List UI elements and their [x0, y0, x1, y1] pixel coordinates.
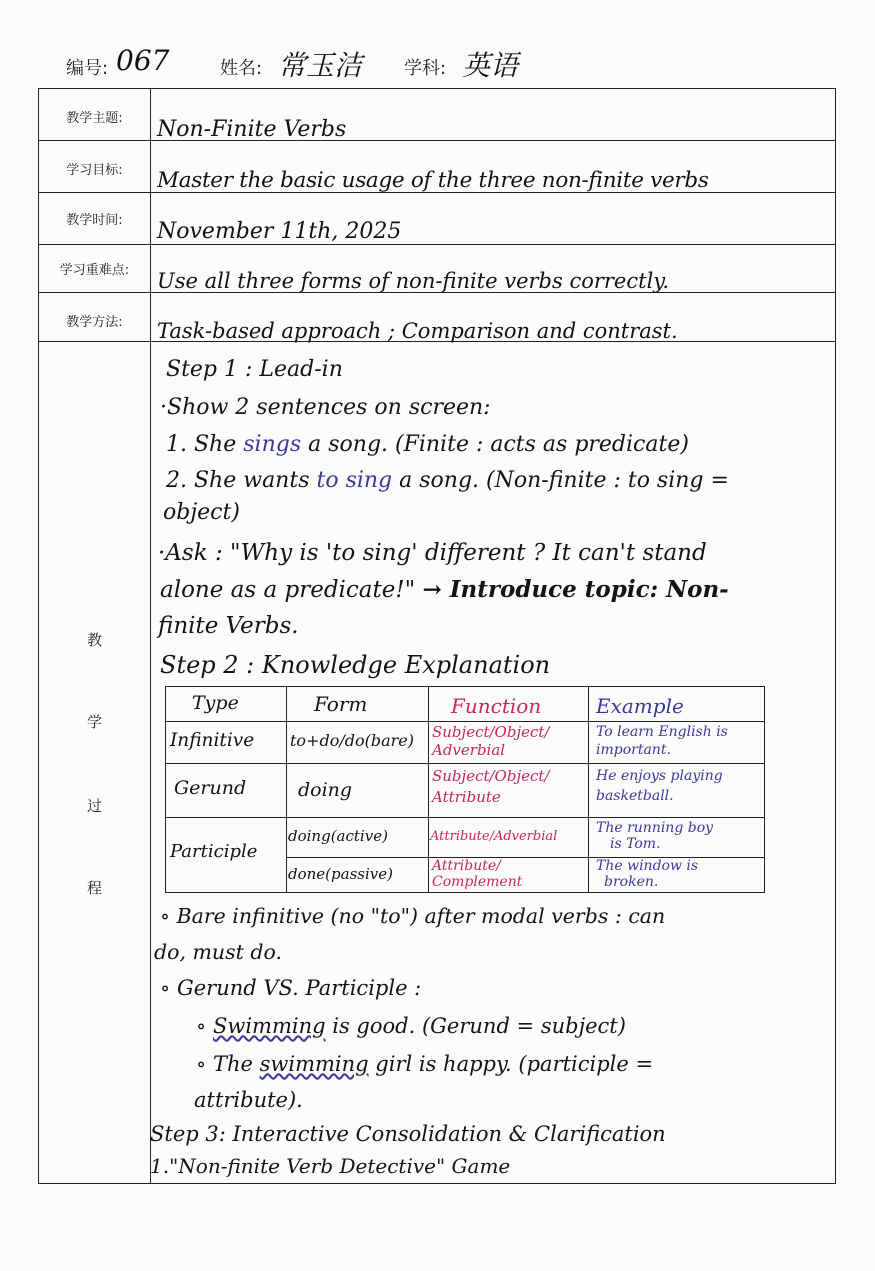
participle-passive-function: Attribute/: [432, 858, 501, 874]
sentence-2-verb: to sing: [316, 468, 393, 493]
process-label-char: 教: [86, 631, 102, 649]
bare-infinitive-note: ∘ Bare infinitive (no "to") after modal verbs : can: [160, 904, 666, 928]
header-type: Type: [192, 692, 239, 714]
swimming-word: swimming: [259, 1052, 369, 1076]
infinitive-example: important.: [596, 742, 671, 758]
number-label: 编号:: [66, 58, 109, 79]
form-column-divider: [150, 89, 151, 1183]
table-row-divider: [166, 817, 764, 818]
bullet: ∘: [196, 1014, 207, 1038]
header-line: [66, 44, 826, 84]
bare-infinitive-note-cont: do, must do.: [154, 940, 283, 964]
participle-active-function: Attribute/Adverbial: [430, 829, 558, 844]
time-value: November 11th, 2025: [157, 219, 402, 244]
step1-title: Step 1 : Lead-in: [166, 357, 343, 382]
gerund-form: doing: [298, 779, 353, 801]
swimming-example-part: girl is happy. (participle =: [375, 1052, 654, 1076]
subject-label: 学科:: [404, 58, 447, 79]
gerund-function: Attribute: [432, 788, 501, 806]
ask-line-3: finite Verbs.: [158, 613, 299, 639]
topic-value: Non-Finite Verbs: [157, 117, 347, 142]
participle-passive-example: The window is: [596, 858, 699, 874]
process-label-char: 过: [86, 797, 102, 815]
time-label: 教学时间:: [66, 213, 123, 228]
table-row-divider: [166, 763, 764, 764]
header-function: Function: [451, 694, 542, 718]
swimming-word: Swimming: [212, 1014, 326, 1038]
swimming-example-part: is good. (Gerund = subject): [332, 1014, 626, 1038]
row-divider: [39, 244, 835, 245]
name-label: 姓名:: [220, 58, 263, 79]
subject-value: 英语: [462, 49, 519, 82]
table-col-divider: [286, 687, 287, 892]
participle-active-example: The running boy: [596, 820, 714, 836]
gerund-function: Subject/Object/: [432, 767, 550, 785]
swimming-example-2: [196, 1052, 653, 1076]
participle-passive-example: broken.: [604, 874, 659, 890]
gerund-vs-participle: ∘ Gerund VS. Participle :: [160, 976, 422, 1000]
swimming-example-part: ∘ The: [196, 1052, 253, 1076]
ask-line-2: [160, 576, 729, 603]
participle-type: Participle: [170, 841, 258, 862]
process-label-char: 学: [86, 713, 102, 731]
infinitive-function: Adverbial: [432, 741, 506, 759]
topic-label: 教学主题:: [66, 111, 123, 126]
header-example: Example: [596, 694, 684, 718]
gerund-example: basketball.: [596, 788, 674, 804]
name-value: 常玉洁: [278, 49, 363, 82]
gerund-example: He enjoys playing: [596, 768, 723, 784]
ask-line-2-part: alone as a predicate!": [160, 577, 416, 603]
sentence-1-part: a song. (Finite : acts as predicate): [308, 432, 689, 457]
sentence-2: [166, 468, 729, 493]
table-row-divider: [166, 721, 764, 722]
step3-title: Step 3: Interactive Consolidation & Clarification: [150, 1122, 666, 1146]
participle-active-form: doing(active): [288, 827, 388, 845]
sentence-1: [166, 432, 689, 457]
infinitive-example: To learn English is: [596, 724, 728, 740]
table-col-divider: [588, 687, 589, 892]
method-value: Task-based approach ; Comparison and contrast.: [157, 319, 678, 343]
swimming-example-1: [196, 1014, 626, 1038]
swimming-example-2-cont: attribute).: [194, 1088, 303, 1112]
key-label: 学习重难点:: [59, 263, 130, 278]
game-title: 1."Non-finite Verb Detective" Game: [150, 1154, 511, 1178]
process-label-char: 程: [86, 879, 102, 897]
participle-active-example: is Tom.: [610, 836, 661, 852]
sentence-2-part: a song. (Non-finite : to sing =: [399, 468, 729, 493]
gerund-type: Gerund: [174, 777, 247, 799]
key-value: Use all three forms of non-finite verbs correctly.: [157, 269, 670, 293]
sentence-2-part: 2. She wants: [166, 468, 310, 493]
header-form: Form: [314, 692, 368, 716]
method-label: 教学方法:: [66, 315, 123, 330]
table-col-divider: [428, 687, 429, 892]
infinitive-function: Subject/Object/: [432, 723, 550, 741]
participle-passive-function: Complement: [432, 874, 523, 890]
goal-value: Master the basic usage of the three non-finite verbs: [157, 168, 709, 193]
goal-label: 学习目标:: [66, 163, 123, 178]
sentence-2-cont: object): [163, 500, 240, 525]
participle-passive-form: done(passive): [288, 865, 393, 883]
step2-title: Step 2 : Knowledge Explanation: [160, 651, 551, 679]
ask-line-2-topic: → Introduce topic: Non-: [422, 576, 729, 603]
number-value: 067: [116, 44, 170, 77]
infinitive-form: to+do/do(bare): [290, 731, 414, 750]
show-sentences: ·Show 2 sentences on screen:: [160, 395, 491, 420]
sentence-1-part: 1. She: [166, 432, 237, 457]
infinitive-type: Infinitive: [170, 730, 255, 751]
ask-line-1: ·Ask : "Why is 'to sing' different ? It can't stand: [158, 540, 707, 566]
sentence-1-verb: sings: [243, 432, 302, 457]
non-finite-table: [165, 686, 765, 893]
